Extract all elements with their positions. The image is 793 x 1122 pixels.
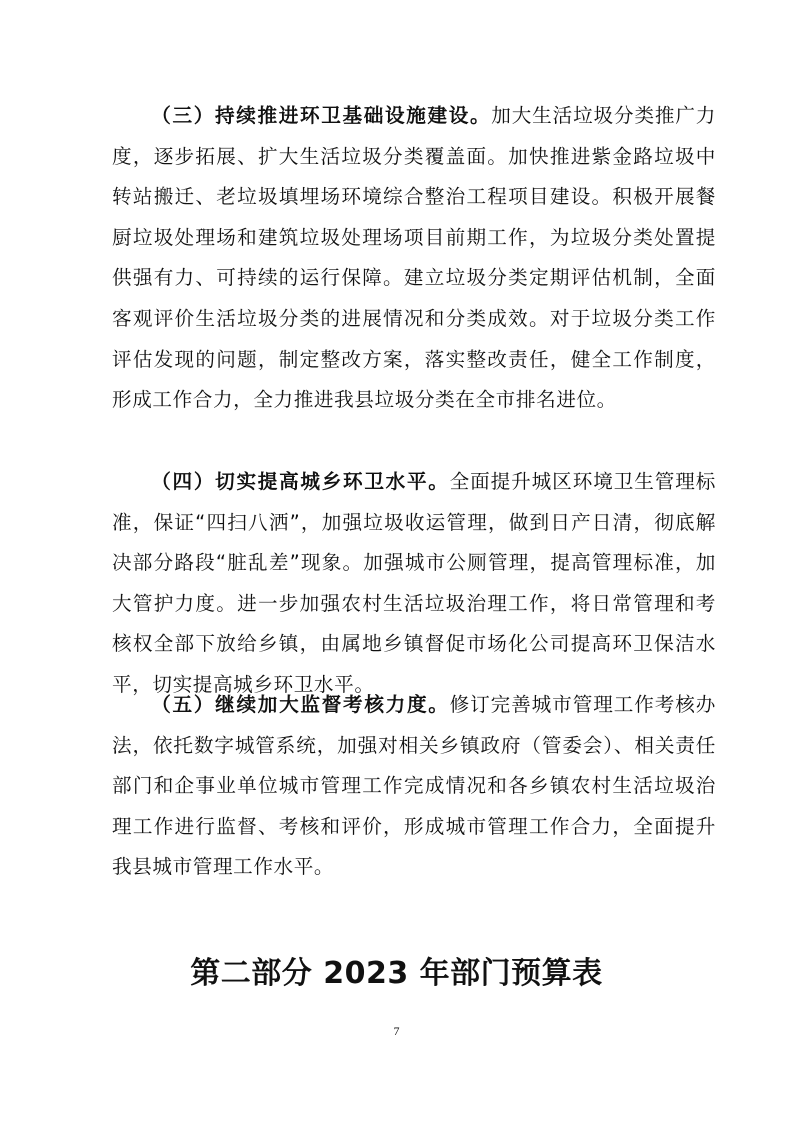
page-number: 7 bbox=[393, 1024, 400, 1038]
paragraph-body: 修订完善城市管理工作考核办法，依托数字城管系统，加强对相关乡镇政府（管委会）、相关责任部门和企事业单位城市管理工作完成情况和各乡镇农村生活垃圾治理工作进行监督、考核和评价，形成城市管理工作合力，全面提升我县城市管理工作水平。 bbox=[112, 693, 716, 879]
paragraph-body: 全面提升城区环境卫生管理标准，保证“四扫八洒”，加强垃圾收运管理，做到日产日清，彻底解决部分路段“脏乱差”现象。加强城市公厕管理，提高管理标准，加大管护力度。进一步加强农村生活垃圾治理工作，将日常管理和考核权全部下放给乡镇，由属地乡镇督促市场化公司提高环卫保洁水平，切实提高城乡环卫水平。 bbox=[112, 470, 716, 696]
paragraph-lead: （五）继续加大监督考核力度。 bbox=[151, 693, 450, 716]
paragraph-body: 加大生活垃圾分类推广力度，逐步拓展、扩大生活垃圾分类覆盖面。加快推进紫金路垃圾中转站搬迁、老垃圾填埋场环境综合整治工程项目建设。积极开展餐厨垃圾处理场和建筑垃圾处理场项目前期工作，为垃圾分类处置提供强有力、可持续的运行保障。建立垃圾分类定期评估机制，全面客观评价生活垃圾分类的进展情况和分类成效。对于垃圾分类工作评估发现的问题，制定整改方案，落实整改责任，健全工作制度，形成工作合力，全力推进我县垃圾分类在全市排名进位。 bbox=[112, 104, 716, 412]
paragraph-supervision bbox=[112, 685, 716, 888]
paragraph-infrastructure bbox=[112, 96, 716, 421]
paragraph-lead: （四）切实提高城乡环卫水平。 bbox=[151, 470, 450, 493]
paragraph-lead: （三）持续推进环卫基础设施建设。 bbox=[151, 104, 492, 127]
paragraph-sanitation-level bbox=[112, 462, 716, 706]
section-title: 第二部分 2023 年部门预算表 bbox=[190, 956, 603, 991]
